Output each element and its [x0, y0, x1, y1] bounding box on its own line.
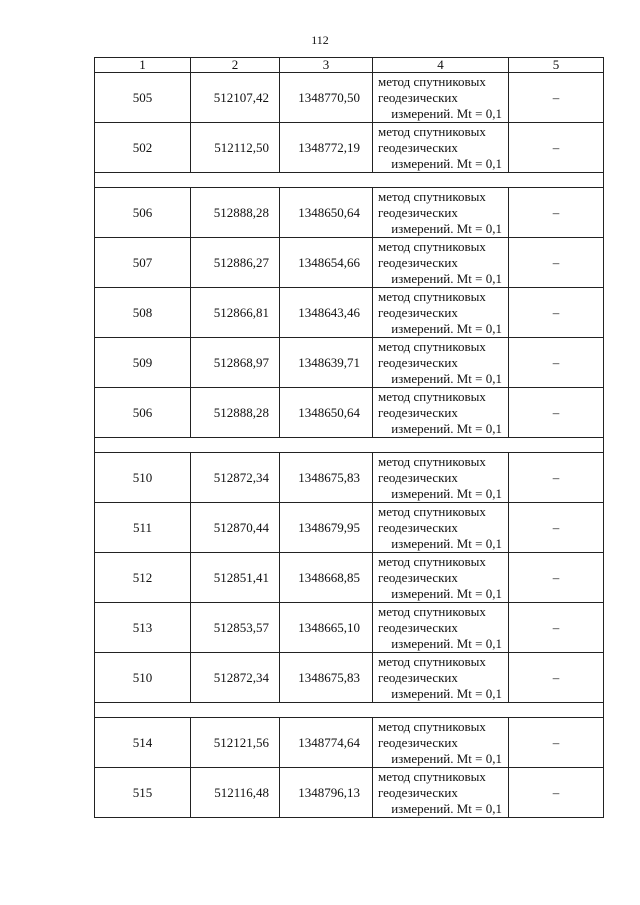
point-number-cell: 515 [95, 768, 191, 818]
method-line: измерений. Mt = 0,1 [391, 320, 502, 336]
header-cell-2: 2 [191, 58, 280, 73]
point-number-cell: 513 [95, 603, 191, 653]
method-line: метод спутниковых [378, 768, 486, 784]
header-cell-5: 5 [509, 58, 604, 73]
y-coordinate-cell: 1348796,13 [280, 768, 373, 818]
point-number-cell: 510 [95, 453, 191, 503]
method-cell [373, 288, 509, 338]
method-line: метод спутниковых [378, 238, 486, 254]
y-coordinate-cell: 1348774,64 [280, 718, 373, 768]
method-cell [373, 553, 509, 603]
y-coordinate-cell: 1348665,10 [280, 603, 373, 653]
method-line: измерений. Mt = 0,1 [391, 105, 502, 121]
y-coordinate-cell: 1348679,95 [280, 503, 373, 553]
method-cell [373, 388, 509, 438]
method-line: измерений. Mt = 0,1 [391, 420, 502, 436]
header-row [95, 58, 604, 73]
x-coordinate-cell: 512870,44 [191, 503, 280, 553]
table-row [95, 768, 604, 818]
accuracy-cell: – [509, 453, 604, 503]
method-cell [373, 718, 509, 768]
method-cell [373, 503, 509, 553]
method-line: геодезических [378, 734, 458, 750]
method-cell [373, 338, 509, 388]
point-number-cell: 508 [95, 288, 191, 338]
method-line: геодезических [378, 139, 458, 155]
accuracy-cell: – [509, 603, 604, 653]
y-coordinate-cell: 1348668,85 [280, 553, 373, 603]
x-coordinate-cell: 512872,34 [191, 453, 280, 503]
method-cell [373, 123, 509, 173]
method-line: измерений. Mt = 0,1 [391, 155, 502, 171]
table-row [95, 188, 604, 238]
method-line: метод спутниковых [378, 653, 486, 669]
method-line: геодезических [378, 619, 458, 635]
accuracy-cell: – [509, 188, 604, 238]
method-line: геодезических [378, 204, 458, 220]
point-number-cell: 502 [95, 123, 191, 173]
x-coordinate-cell: 512872,34 [191, 653, 280, 703]
table-row [95, 453, 604, 503]
x-coordinate-cell: 512112,50 [191, 123, 280, 173]
accuracy-cell: – [509, 73, 604, 123]
point-number-cell: 507 [95, 238, 191, 288]
method-line: измерений. Mt = 0,1 [391, 635, 502, 651]
method-line: метод спутниковых [378, 503, 486, 519]
x-coordinate-cell: 512116,48 [191, 768, 280, 818]
method-line: геодезических [378, 669, 458, 685]
point-number-cell: 510 [95, 653, 191, 703]
method-cell [373, 603, 509, 653]
table-row [95, 718, 604, 768]
x-coordinate-cell: 512886,27 [191, 238, 280, 288]
y-coordinate-cell: 1348770,50 [280, 73, 373, 123]
table-row [95, 603, 604, 653]
method-line: метод спутниковых [378, 718, 486, 734]
table-row [95, 73, 604, 123]
table-row [95, 288, 604, 338]
accuracy-cell: – [509, 553, 604, 603]
accuracy-cell: – [509, 503, 604, 553]
separator-cell [95, 173, 604, 188]
y-coordinate-cell: 1348654,66 [280, 238, 373, 288]
table-row [95, 238, 604, 288]
y-coordinate-cell: 1348675,83 [280, 653, 373, 703]
method-cell [373, 768, 509, 818]
method-line: геодезических [378, 304, 458, 320]
accuracy-cell: – [509, 338, 604, 388]
method-line: метод спутниковых [378, 388, 486, 404]
accuracy-cell: – [509, 238, 604, 288]
x-coordinate-cell: 512851,41 [191, 553, 280, 603]
table-row [95, 653, 604, 703]
method-line: геодезических [378, 569, 458, 585]
method-line: геодезических [378, 519, 458, 535]
x-coordinate-cell: 512868,97 [191, 338, 280, 388]
method-line: измерений. Mt = 0,1 [391, 800, 502, 816]
separator-cell [95, 438, 604, 453]
y-coordinate-cell: 1348643,46 [280, 288, 373, 338]
y-coordinate-cell: 1348772,19 [280, 123, 373, 173]
x-coordinate-cell: 512121,56 [191, 718, 280, 768]
x-coordinate-cell: 512853,57 [191, 603, 280, 653]
method-cell [373, 73, 509, 123]
method-line: измерений. Mt = 0,1 [391, 270, 502, 286]
point-number-cell: 505 [95, 73, 191, 123]
method-line: метод спутниковых [378, 338, 486, 354]
method-cell [373, 453, 509, 503]
table-row [95, 123, 604, 173]
table-row [95, 553, 604, 603]
method-line: геодезических [378, 404, 458, 420]
accuracy-cell: – [509, 123, 604, 173]
header-cell-3: 3 [280, 58, 373, 73]
point-number-cell: 514 [95, 718, 191, 768]
method-line: измерений. Mt = 0,1 [391, 535, 502, 551]
method-line: геодезических [378, 354, 458, 370]
method-line: метод спутниковых [378, 453, 486, 469]
page-number: 112 [311, 33, 329, 47]
coordinates-table [94, 57, 604, 818]
method-line: геодезических [378, 469, 458, 485]
y-coordinate-cell: 1348675,83 [280, 453, 373, 503]
separator-row [95, 173, 604, 188]
point-number-cell: 506 [95, 388, 191, 438]
accuracy-cell: – [509, 388, 604, 438]
method-line: метод спутниковых [378, 288, 486, 304]
header-cell-1: 1 [95, 58, 191, 73]
accuracy-cell: – [509, 288, 604, 338]
table-body [95, 58, 604, 818]
method-line: метод спутниковых [378, 73, 486, 89]
method-line: измерений. Mt = 0,1 [391, 750, 502, 766]
method-line: метод спутниковых [378, 123, 486, 139]
x-coordinate-cell: 512888,28 [191, 388, 280, 438]
table-row [95, 388, 604, 438]
method-line: геодезических [378, 784, 458, 800]
method-line: измерений. Mt = 0,1 [391, 370, 502, 386]
table-row [95, 338, 604, 388]
method-line: геодезических [378, 254, 458, 270]
separator-row [95, 438, 604, 453]
accuracy-cell: – [509, 718, 604, 768]
table-row [95, 503, 604, 553]
method-line: метод спутниковых [378, 553, 486, 569]
y-coordinate-cell: 1348639,71 [280, 338, 373, 388]
accuracy-cell: – [509, 768, 604, 818]
method-line: метод спутниковых [378, 603, 486, 619]
method-line: измерений. Mt = 0,1 [391, 585, 502, 601]
method-cell [373, 188, 509, 238]
separator-cell [95, 703, 604, 718]
x-coordinate-cell: 512866,81 [191, 288, 280, 338]
point-number-cell: 512 [95, 553, 191, 603]
accuracy-cell: – [509, 653, 604, 703]
point-number-cell: 506 [95, 188, 191, 238]
x-coordinate-cell: 512107,42 [191, 73, 280, 123]
header-cell-4: 4 [373, 58, 509, 73]
method-cell [373, 653, 509, 703]
separator-row [95, 703, 604, 718]
y-coordinate-cell: 1348650,64 [280, 188, 373, 238]
point-number-cell: 509 [95, 338, 191, 388]
method-line: метод спутниковых [378, 188, 486, 204]
method-line: измерений. Mt = 0,1 [391, 685, 502, 701]
method-line: геодезических [378, 89, 458, 105]
x-coordinate-cell: 512888,28 [191, 188, 280, 238]
method-cell [373, 238, 509, 288]
method-line: измерений. Mt = 0,1 [391, 485, 502, 501]
point-number-cell: 511 [95, 503, 191, 553]
y-coordinate-cell: 1348650,64 [280, 388, 373, 438]
method-line: измерений. Mt = 0,1 [391, 220, 502, 236]
